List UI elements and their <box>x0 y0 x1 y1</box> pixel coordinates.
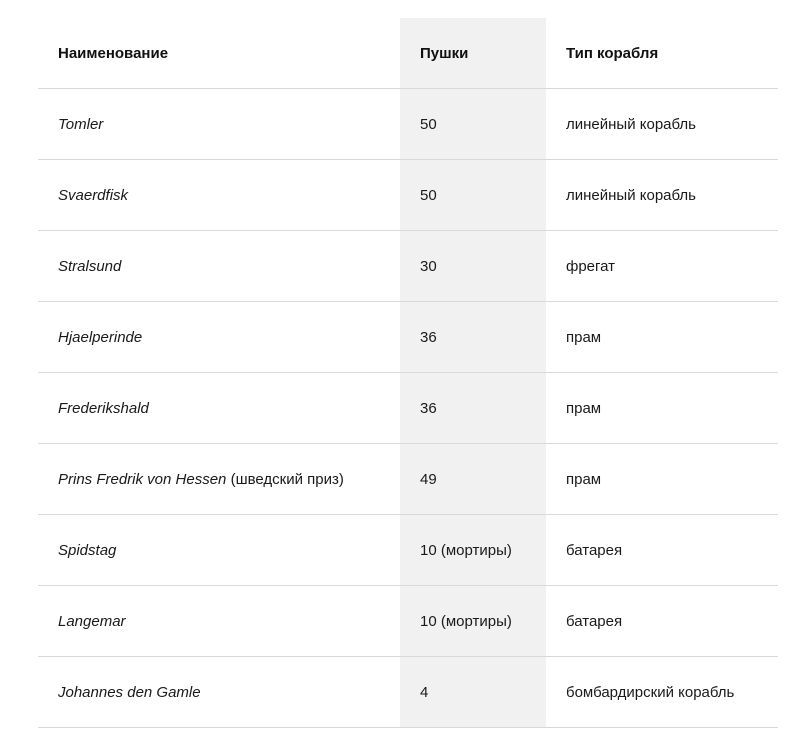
cell-ship-name <box>38 373 400 444</box>
ship-name: Johannes den Gamle <box>58 683 201 701</box>
table-row <box>38 657 778 728</box>
cell-ship-type: прам <box>546 444 778 515</box>
cell-ship-name <box>38 586 400 657</box>
cell-ship-name <box>38 89 400 160</box>
cell-ship-name <box>38 231 400 302</box>
cell-ship-type: прам <box>546 302 778 373</box>
header-type: Тип корабля <box>546 18 778 89</box>
header-name: Наименование <box>38 18 400 89</box>
ship-name: Langemar <box>58 612 126 630</box>
table-row <box>38 231 778 302</box>
cell-ship-name <box>38 444 400 515</box>
cell-ship-name <box>38 160 400 231</box>
cell-ship-type: линейный корабль <box>546 160 778 231</box>
cell-ship-type: батарея <box>546 586 778 657</box>
ship-name: Svaerdfisk <box>58 186 129 204</box>
table-row <box>38 515 778 586</box>
ship-name: Stralsund <box>58 257 122 275</box>
table-row <box>38 160 778 231</box>
ship-name: Tomler <box>58 115 104 133</box>
cell-guns: 30 <box>400 231 546 302</box>
cell-ship-type: фрегат <box>546 231 778 302</box>
ships-table-container <box>38 18 778 728</box>
cell-ship-type: батарея <box>546 515 778 586</box>
cell-ship-name <box>38 515 400 586</box>
cell-guns: 49 <box>400 444 546 515</box>
cell-guns: 10 (мортиры) <box>400 586 546 657</box>
table-row <box>38 89 778 160</box>
cell-ship-name <box>38 657 400 728</box>
ship-name: Spidstag <box>58 541 117 559</box>
cell-ship-type: прам <box>546 373 778 444</box>
cell-ship-type: бомбардирский корабль <box>546 657 778 728</box>
cell-ship-name <box>38 302 400 373</box>
cell-guns: 50 <box>400 160 546 231</box>
table-row <box>38 302 778 373</box>
cell-guns: 10 (мортиры) <box>400 515 546 586</box>
cell-guns: 36 <box>400 373 546 444</box>
cell-ship-type: линейный корабль <box>546 89 778 160</box>
table-body <box>38 89 778 728</box>
ship-name: Hjaelperinde <box>58 328 143 346</box>
cell-guns: 50 <box>400 89 546 160</box>
ship-note: (шведский приз) <box>230 470 344 488</box>
cell-guns: 4 <box>400 657 546 728</box>
table-row <box>38 586 778 657</box>
cell-guns: 36 <box>400 302 546 373</box>
table-row <box>38 373 778 444</box>
ship-name: Prins Fredrik von Hessen <box>58 470 227 488</box>
table-row <box>38 444 778 515</box>
table-header-row <box>38 18 778 89</box>
ship-name: Frederikshald <box>58 399 149 417</box>
ships-table <box>38 18 778 728</box>
header-guns: Пушки <box>400 18 546 89</box>
